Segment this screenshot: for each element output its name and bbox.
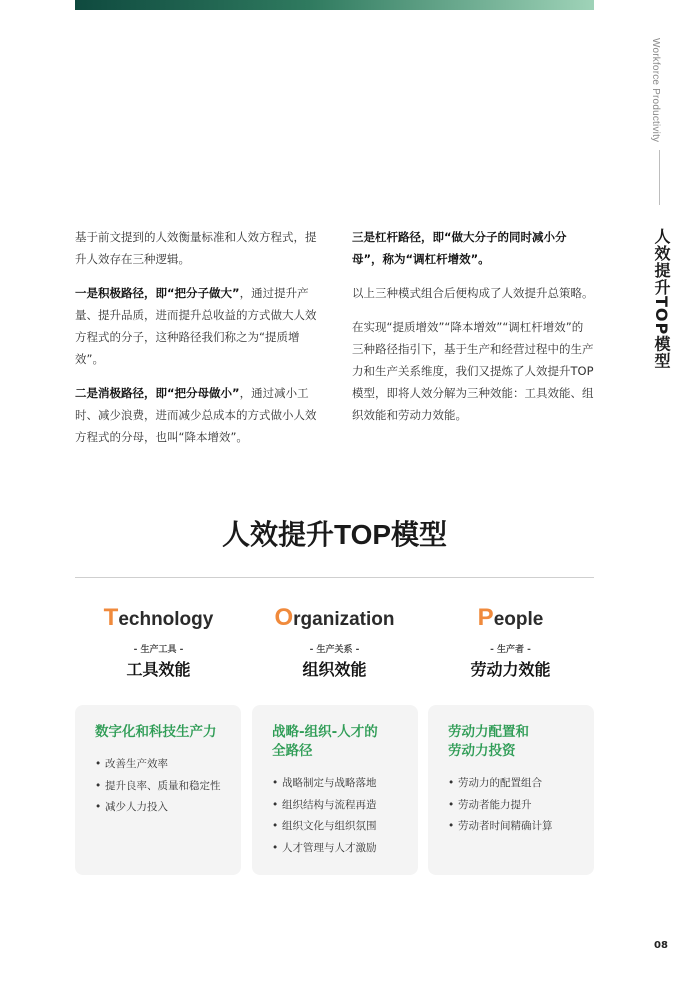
card-title bbox=[272, 723, 404, 761]
left-text-column bbox=[75, 226, 317, 460]
pillar-rest: echnology bbox=[118, 609, 214, 630]
pillar-initial: O bbox=[274, 604, 294, 631]
card-title-line: 战略-组织-人才的 bbox=[272, 724, 378, 740]
pillar-english-name bbox=[427, 604, 594, 632]
pillar-english-name bbox=[251, 604, 418, 632]
main-title: 人效提升TOP模型 bbox=[221, 519, 448, 550]
pillar-initial: P bbox=[477, 604, 494, 631]
path2-body: ，通过减小工时、减少浪费，进而减少总成本的方式做小人效方程式的分母，也叫“降本增效”。 bbox=[75, 386, 317, 444]
list-item: • 组织结构与流程再造 bbox=[272, 795, 404, 817]
pillar-rest: rganization bbox=[293, 609, 395, 630]
path1-heading: 一是积极路径，即“把分子做大” bbox=[75, 286, 240, 300]
pillar-initial: T bbox=[103, 604, 119, 631]
pillar-technology bbox=[75, 604, 242, 680]
card-title-line: 劳动力配置和 bbox=[448, 724, 529, 740]
list-item: • 提升良率、质量和稳定性 bbox=[95, 776, 227, 798]
title-divider bbox=[75, 577, 594, 578]
model-paragraph: 在实现“提质增效”“降本增效”“调杠杆增效”的三种路径指引下，基于生产和经营过程中的生产力和生产关系维度，我们又提炼了人效提升TOP模型，即将人效分解为三种效能：工具效能、组织效能和劳动力效能。 bbox=[352, 320, 594, 422]
summary-paragraph: 以上三种模式组合后便构成了人效提升总策略。 bbox=[352, 286, 594, 300]
path2-paragraph bbox=[75, 382, 317, 448]
card-list bbox=[272, 773, 404, 859]
list-item: • 战略制定与战略落地 bbox=[272, 773, 404, 795]
pillar-chinese-name: 组织效能 bbox=[302, 660, 367, 679]
card-title-line: 数字化和科技生产力 bbox=[95, 724, 217, 740]
path1-paragraph bbox=[75, 282, 317, 370]
list-item: • 改善生产效率 bbox=[95, 754, 227, 776]
list-item: • 组织文化与组织氛围 bbox=[272, 816, 404, 838]
page-number: 08 bbox=[654, 940, 668, 951]
pillar-chinese-name: 工具效能 bbox=[126, 660, 191, 679]
card-list bbox=[448, 773, 580, 838]
pillar-subtitle: - 生产者 - bbox=[490, 645, 531, 655]
pillar-organization bbox=[251, 604, 418, 680]
pillar-chinese-name: 劳动力效能 bbox=[470, 660, 551, 679]
pillar-rest: eople bbox=[493, 609, 544, 630]
card-technology bbox=[75, 705, 241, 875]
pillar-subtitle: - 生产关系 - bbox=[309, 645, 360, 655]
card-organization bbox=[252, 705, 418, 875]
list-item: • 劳动力的配置组合 bbox=[448, 773, 580, 795]
path1-body: ，通过提升产量、提升品质，进而提升总收益的方式做大人效方程式的分子，这种路径我们称之为“提质增效”。 bbox=[75, 286, 317, 366]
card-list bbox=[95, 754, 227, 819]
list-item: • 劳动者时间精确计算 bbox=[448, 816, 580, 838]
card-title-line: 劳动力投资 bbox=[448, 743, 516, 759]
side-chinese-title: 人效提升TOP模型 bbox=[652, 228, 671, 370]
side-english-label: Workforce Productivity bbox=[650, 38, 661, 143]
path3-paragraph bbox=[352, 226, 594, 270]
path2-heading: 二是消极路径，即“把分母做小” bbox=[75, 386, 240, 400]
right-text-column bbox=[352, 226, 594, 438]
pillar-subtitle: - 生产工具 - bbox=[133, 645, 184, 655]
card-people bbox=[428, 705, 594, 875]
card-title-line: 全路径 bbox=[272, 743, 313, 759]
card-title bbox=[448, 723, 580, 761]
top-gradient-bar bbox=[75, 0, 594, 10]
path3-heading: 三是杠杆路径，即“做大分子的同时减小分母”，称为“调杠杆增效”。 bbox=[352, 230, 567, 266]
list-item: • 人才管理与人才激励 bbox=[272, 838, 404, 860]
list-item: • 减少人力投入 bbox=[95, 797, 227, 819]
card-title bbox=[95, 723, 227, 742]
list-item: • 劳动者能力提升 bbox=[448, 795, 580, 817]
pillar-english-name bbox=[75, 604, 242, 632]
intro-paragraph: 基于前文提到的人效衡量标准和人效方程式，提升人效存在三种逻辑。 bbox=[75, 230, 317, 266]
pillar-people bbox=[427, 604, 594, 680]
side-divider bbox=[659, 150, 660, 205]
